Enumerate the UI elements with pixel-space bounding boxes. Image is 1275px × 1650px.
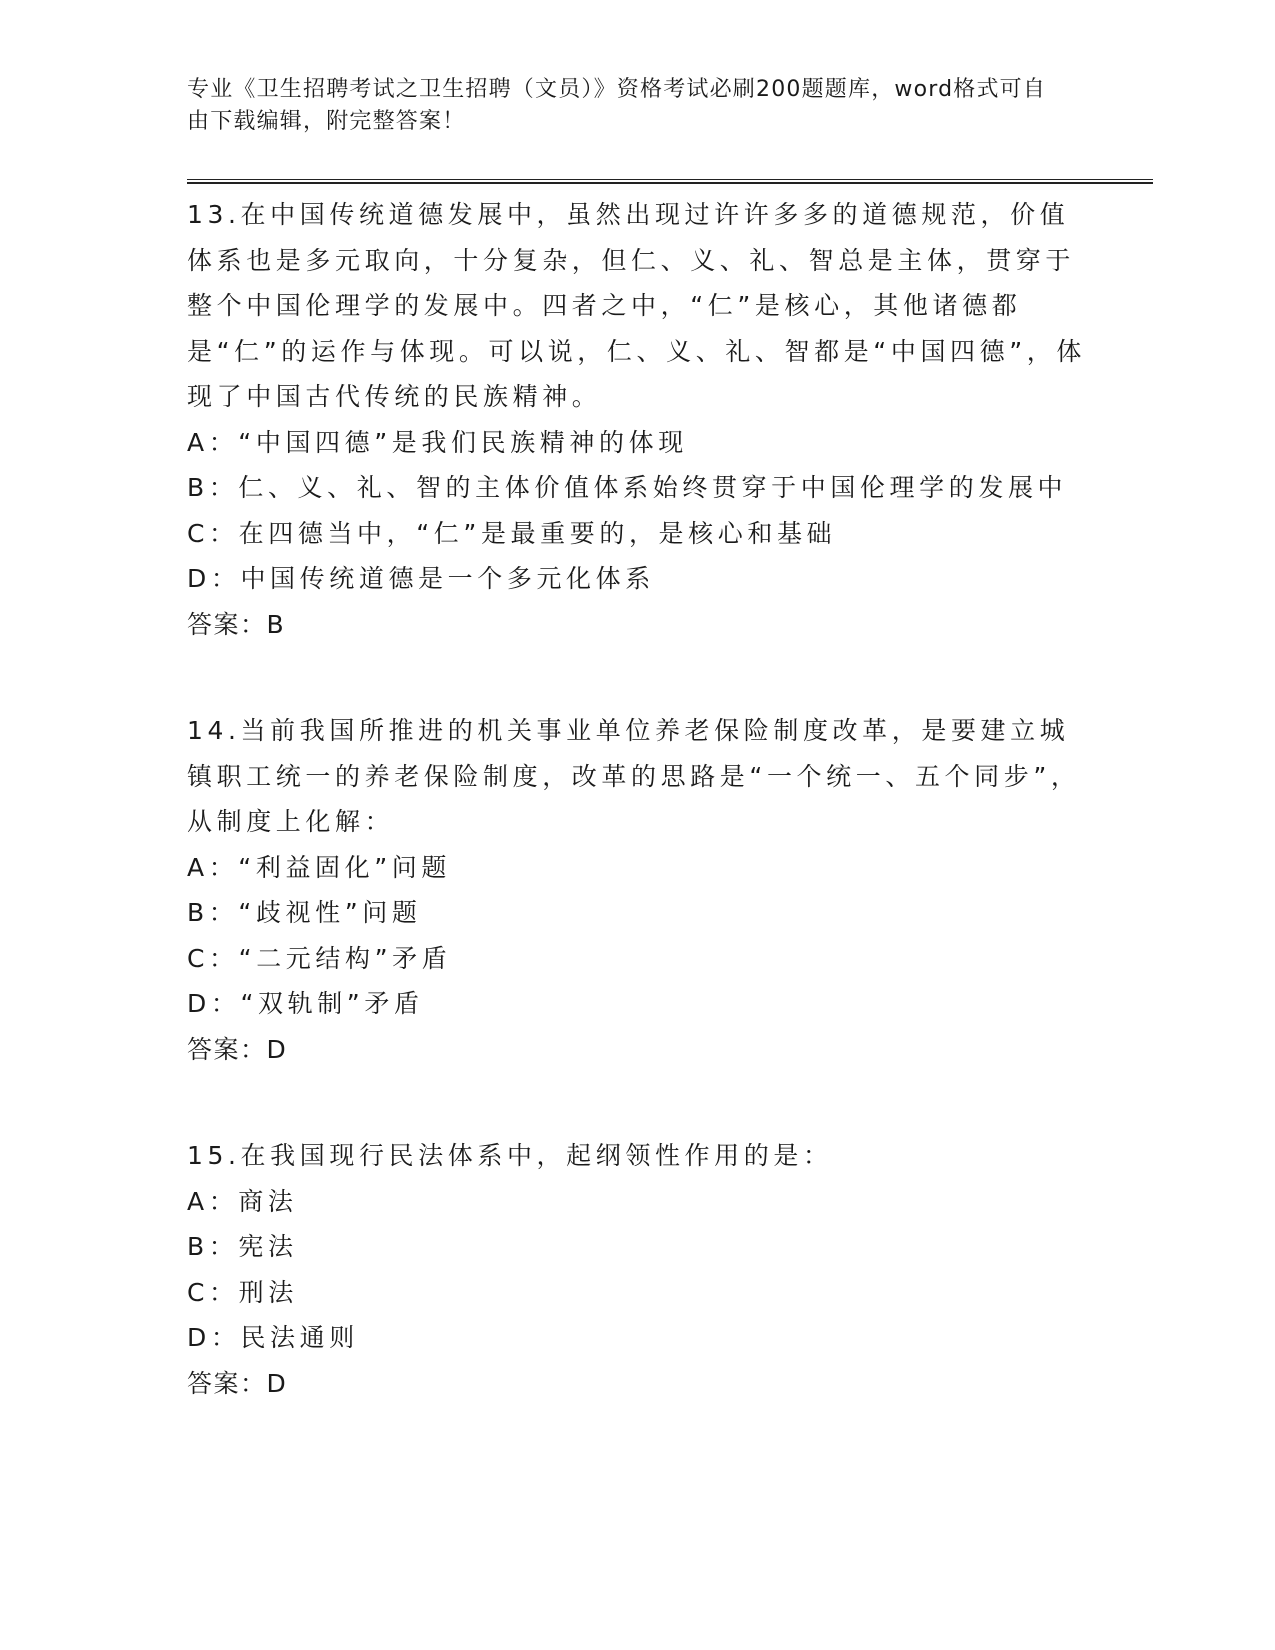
answer-value: B <box>266 609 286 639</box>
option-d: D：“双轨制”矛盾 <box>187 989 424 1018</box>
option-a: A：“利益固化”问题 <box>187 852 452 882</box>
question-14 <box>187 708 1087 1072</box>
option-c: C：刑法 <box>187 1277 298 1307</box>
answer-label: 答案： <box>187 1034 267 1064</box>
answer-label: 答案： <box>187 609 267 639</box>
header-divider-thin <box>187 179 1153 180</box>
answer-line <box>187 602 1087 648</box>
answer-value: D <box>266 1368 288 1398</box>
question-stem: 15.在我国现行民法体系中，起纲领性作用的是： <box>187 1141 833 1170</box>
option-c: C：在四德当中，“仁”是最重要的，是核心和基础 <box>187 518 837 548</box>
option-b: B：仁、义、礼、智的主体价值体系始终贯穿于中国伦理学的发展中 <box>187 473 1068 502</box>
option-a: A：商法 <box>187 1186 298 1216</box>
answer-line <box>187 1361 1087 1407</box>
option-b: B：宪法 <box>187 1232 298 1261</box>
question-stem: 14.当前我国所推进的机关事业单位养老保险制度改革，是要建立城镇职工统一的养老保险制度，改革的思路是“一个统一、五个同步”，从制度上化解： <box>187 716 1081 836</box>
answer-line <box>187 1027 1087 1073</box>
answer-value: D <box>266 1034 288 1064</box>
question-stem: 13.在中国传统道德发展中，虽然出现过许许多多的道德规范，价值体系也是多元取向，十分复杂，但仁、义、礼、智总是主体，贯穿于整个中国伦理学的发展中。四者之中，“仁”是核心，其他诸德都是“仁”的运作与体现。可以说，仁、义、礼、智都是“中国四德”，体现了中国古代传统的民族精神。 <box>187 200 1087 411</box>
answer-label: 答案： <box>187 1368 267 1398</box>
question-list <box>187 192 1087 1467</box>
option-a: A：“中国四德”是我们民族精神的体现 <box>187 427 688 457</box>
question-13 <box>187 192 1087 647</box>
question-15 <box>187 1133 1087 1406</box>
option-d: D：中国传统道德是一个多元化体系 <box>187 564 655 593</box>
option-d: D：民法通则 <box>187 1323 359 1352</box>
header-divider-thick <box>187 182 1153 184</box>
document-header: 专业《卫生招聘考试之卫生招聘（文员）》资格考试必刷200题题库，word格式可自由下载编辑，附完整答案！ <box>187 77 1047 134</box>
option-c: C：“二元结构”矛盾 <box>187 943 452 973</box>
option-b: B：“歧视性”问题 <box>187 898 422 927</box>
